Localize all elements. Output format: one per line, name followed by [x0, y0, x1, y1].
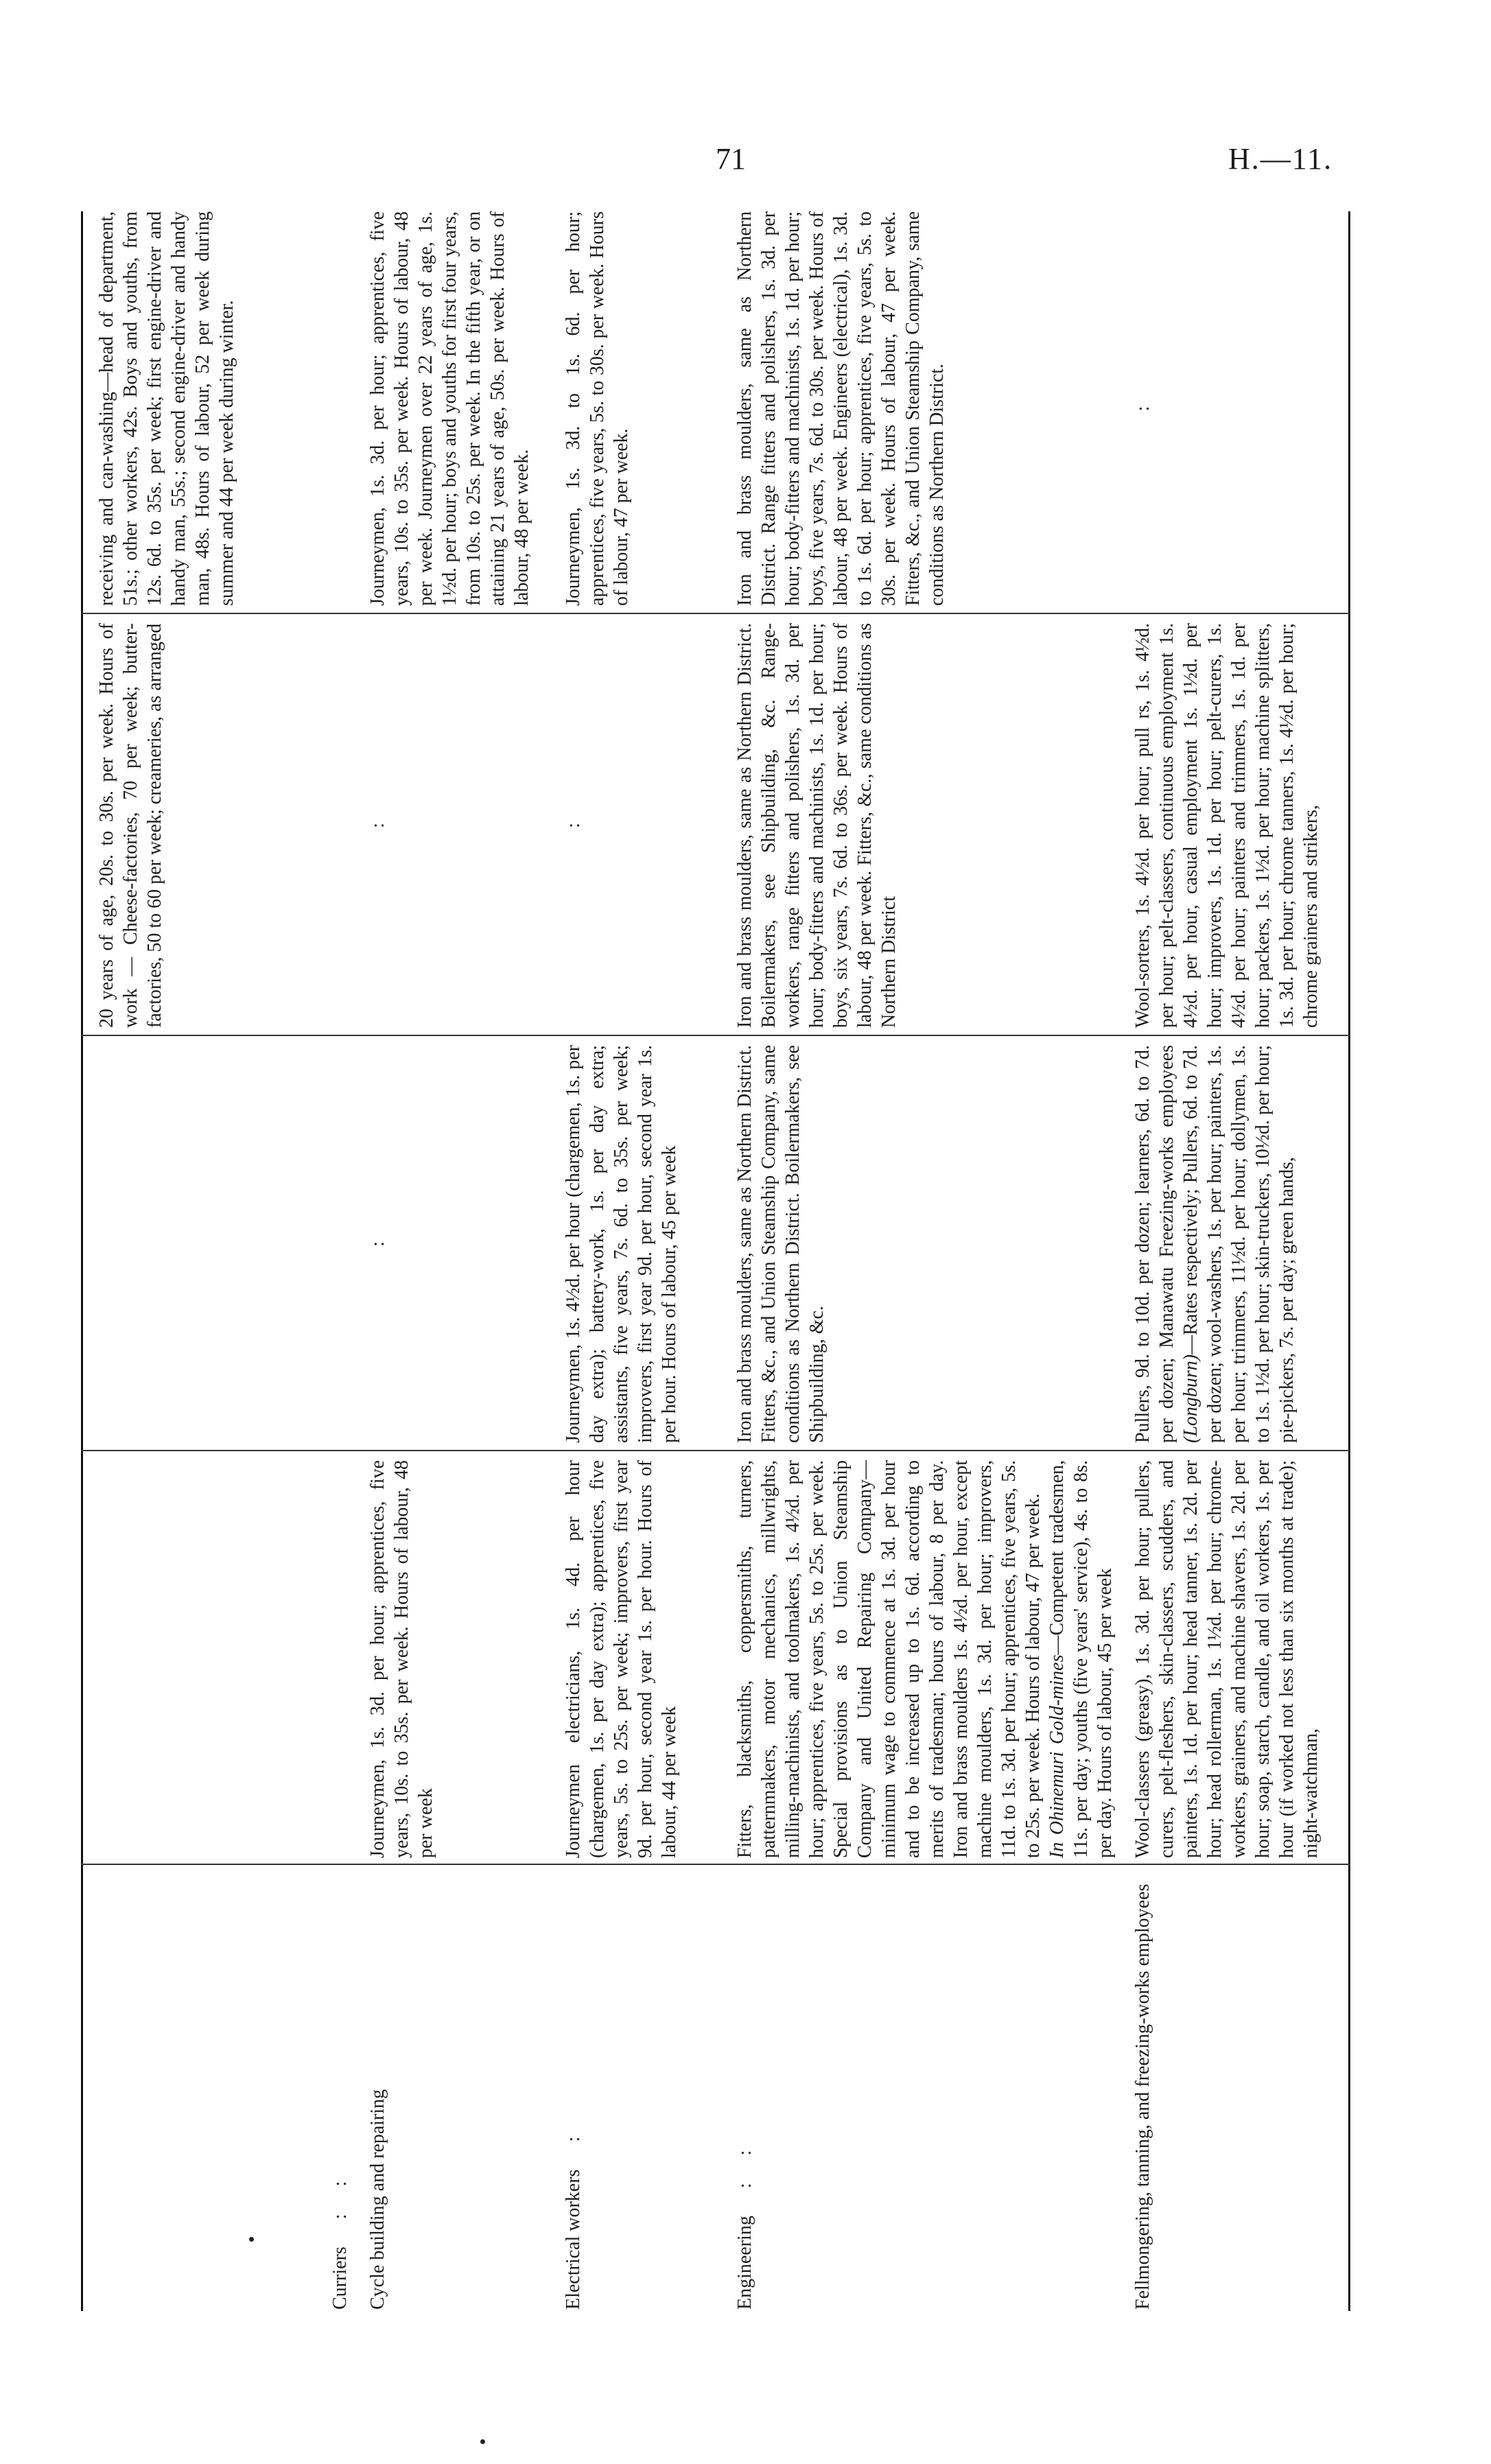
- column-divider: [81, 1450, 1350, 1451]
- cell: Iron and brass moulders, same as Northern District. Fitters, &c., and Union Steamship Company, same conditions as Northern District. Boilermakers, see Shipbuilding, &c.: [734, 1045, 827, 1443]
- cell-text: Fitters, blacksmiths, coppersmiths, turners, patternmakers, motor mechanics, millwrights, milling-machinists, and toolmakers, 1s. 4½d. per hour; apprentices, five years, 5s. to 25s. per week. Special provisions as to Union Steamship Company and United Repairing Company—minimum wage to commence at 1s. 3d. per hour and to be increased up to 1s. 6d. according to merits of tradesman; hours of labour, 8 per day. Iron and brass moulders 1s. 4½d. per hour, except machine moulders, 1s. 3d. per hour; improvers, 11d. to 1s. 3d. per hour; apprentices, five years, 5s. to 25s. per week. Hours of labour, 47 per week.: [734, 1460, 1044, 1858]
- trade-label: Curriers: [329, 2246, 351, 2310]
- column-divider: [81, 613, 1350, 614]
- cell: 20 years of age, 20s. to 30s. per week. Hours of work — Cheese-factories, 70 per week; butter-factories, 50 to 60 per week; creameries, as arranged: [96, 623, 165, 1028]
- cell: :: [1132, 406, 1153, 412]
- column-divider: [81, 1864, 1350, 1865]
- table-rule-top: [81, 211, 83, 2311]
- trade-name: Engineering::: [734, 2122, 755, 2310]
- stray-mark: [480, 2439, 485, 2444]
- cell: Iron and brass moulders, same as Northern District. Range fitters and polishers, 1s. 3d. per hour; body-fitters and machinists, 1s. 1d. per hour; boys, five years, 7s. 6d. to 30s. per week. Hours of labour, 48 per week. Engineers (electrical), 1s. 3d. to 1s. 6d. per hour; apprentices, five years, 5s. to 30s. per week. Hours of labour, 47 per week. Fitters, &c., and Union Steamship Company, same conditions as Northern District.: [734, 211, 948, 606]
- trade-name: [366, 1870, 390, 2311]
- table-rule-bottom: [1348, 211, 1350, 2311]
- cell: Journeymen, 1s. 3d. to 1s. 6d. per hour; apprentices, five years, 5s. to 30s. per week. Hours of labour, 47 per week.: [563, 211, 632, 606]
- cell-text: —Rates respectively; Pullers, 6d. to 7d. per dozen; wool-washers, 1s. per hour; painters, 1s. per hour; trimmers, 11½d. per hour; dollymen, 1s. to 1s. 1½d. per hour; skin-truckers, 10½d. per hour; pie-pickers, 7s. per day; green hands,: [1180, 1045, 1298, 1443]
- cell: Iron and brass moulders, same as Northern District. Boilermakers, see Shipbuilding, &c. Range-workers, range fitters and polishers, 1s. 3d. per hour; body-fitters and machinists, 1s. 1d. per hour; boys, six years, 7s. 6d. to 36s. per week. Hours of labour, 48 per week. Fitters, &c., same conditions as Northern District: [734, 623, 900, 1028]
- cell: receiving and can-washing—head of department, 51s.; other workers, 42s. Boys and youths, from 12s. 6d. to 35s. per week; first engine-driver and handy man, 55s.; second engine-driver and handy man, 48s. Hours of labour, 52 per week during summer and 44 per week during winter.: [96, 211, 237, 606]
- cell: Journeymen, 1s. 4½d. per hour (chargemen, 1s. per day extra); battery-work, 1s. per day extra; assistants, five years, 7s. 6d. to 35s. per week; improvers, first year 9d. per hour, second year 1s. per hour. Hours of labour, 45 per week: [563, 1045, 680, 1443]
- trade-name: Electrical workers:: [563, 2109, 584, 2310]
- wages-table: [81, 211, 1350, 2311]
- cell: :: [367, 823, 388, 828]
- cell-label: (Longburn): [1180, 1354, 1201, 1443]
- cell-text: Pullers, 9d. to 10d. per dozen; learners, 6d. to 7d. per dozen; Manawatu Freezing-works employees: [1132, 1045, 1177, 1443]
- trade-label: Fellmongering, tanning, and freezing-works employees: [1132, 1884, 1153, 2310]
- cell: Journeymen electricians, 1s. 4d. per hour (chargemen, 1s. per day extra); apprentices, five years, 5s. to 25s. per week; improvers, first year 9d. per hour, second year 1s. per hour. Hours of labour, 44 per week: [563, 1460, 680, 1858]
- trade-name: Curriers::: [329, 2153, 351, 2310]
- cell-label: In Ohinemuri Gold-mines: [1046, 1654, 1068, 1858]
- cell: Wool-classers (greasy), 1s. 3d. per hour; pullers, curers, pelt-fleshers, skin-classers, scudders, and painters, 1s. 1d. per hour; head tanner, 1s. 2d. per hour; head rollerman, 1s. 1½d. per hour; chrome-workers, grainers, and machine shavers, 1s. 2d. per hour; soap, starch, candle, and oil workers, 1s. per hour (if worked not less than six months at trade); night-watchman,: [1132, 1460, 1322, 1858]
- page-number: 71: [716, 142, 746, 176]
- cell: [733, 1460, 1117, 1858]
- document-reference: H.—11.: [1228, 142, 1333, 176]
- trade-label: Engineering: [734, 2216, 755, 2310]
- trade-label: Electrical workers: [563, 2169, 584, 2310]
- trade-name: [1131, 1870, 1155, 2311]
- cell: [1131, 1045, 1299, 1443]
- cell: Wool-sorters, 1s. 4½d. per hour; pull rs, 1s. 4½d. per hour; pelt-classers, continuous employment 1s. 4½d. per hour, casual employment 1s. 1½d. per hour; improvers, 1s. 1d. per hour; pelt-curers, 1s. 4½d. per hour; painters and trimmers, 1s. 1d. per hour; packers, 1s. 1½d. per hour; machine splitters, 1s. 3d. per hour; chrome tanners, 1s. 4½d. per hour; chrome grainers and strikers,: [1132, 623, 1322, 1028]
- trade-label: Cycle building and repairing: [367, 2089, 388, 2310]
- cell: :: [367, 1241, 388, 1247]
- cell: Journeymen, 1s. 3d. per hour; apprentices, five years, 10s. to 35s. per week. Hours of labour, 48 per week: [367, 1460, 436, 1858]
- column-divider: [81, 1035, 1350, 1036]
- cell-text: —Competent tradesmen, 11s. per day; youths (five years' service), 4s. to 8s. per day. Hours of labour, 45 per week: [1046, 1459, 1116, 1858]
- cell: :: [563, 823, 584, 828]
- cell: Journeymen, 1s. 3d. per hour; apprentices, five years, 10s. to 35s. per week. Hours of labour, 48 per week. Journeymen over 22 years of age, 1s. 1½d. per hour; boys and youths for first four years, from 10s. to 25s. per week. In the fifth year, or on attaining 21 years of age, 50s. per week. Hours of labour, 48 per week.: [367, 211, 532, 606]
